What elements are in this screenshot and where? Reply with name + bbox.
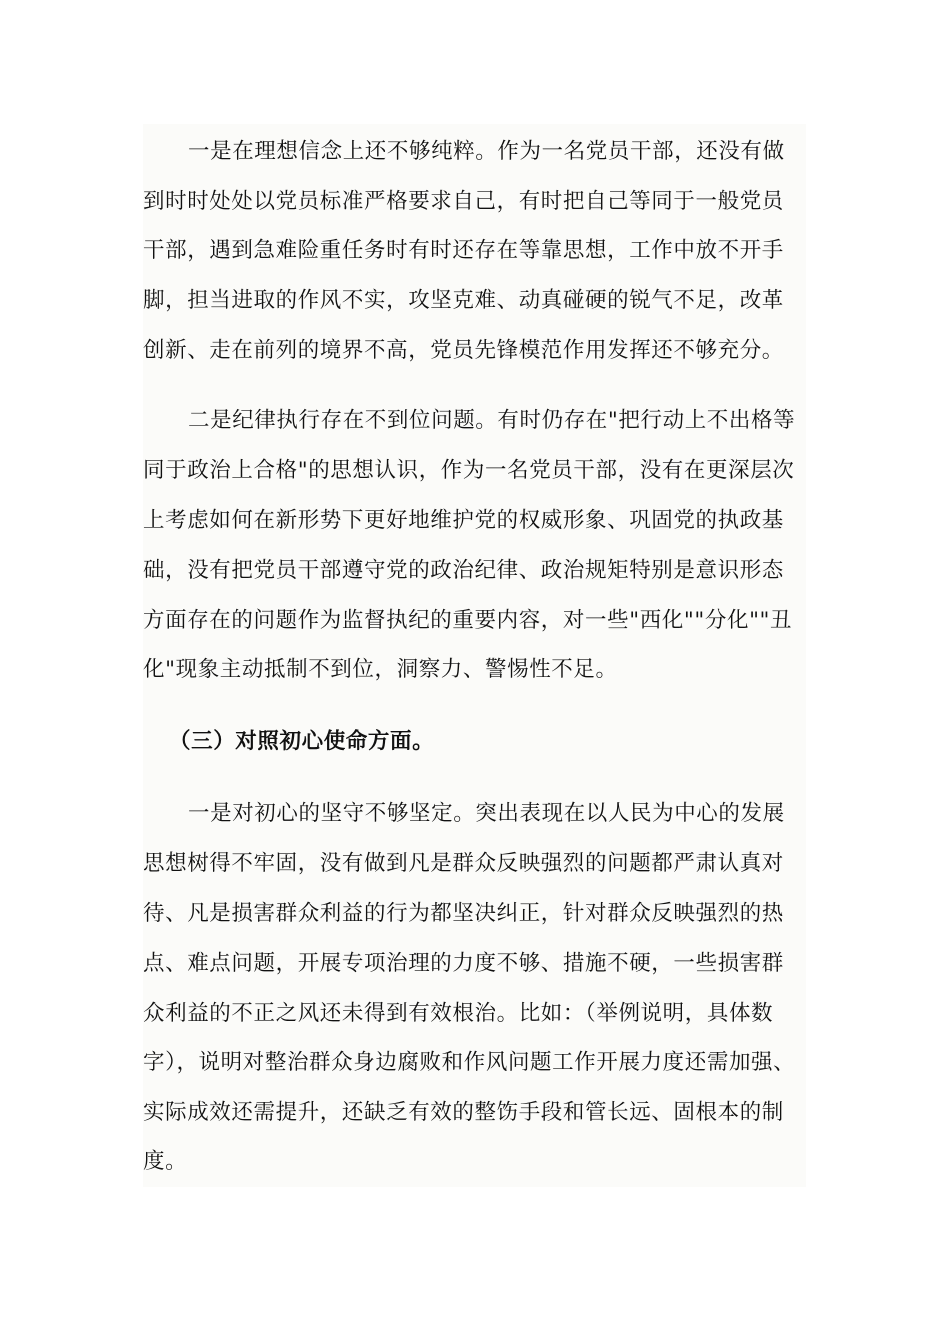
paragraph-3-line-2: 思想树得不牢固，没有做到凡是群众反映强烈的问题都严肃认真对	[143, 851, 784, 876]
paragraph-2-line-1: 二是纪律执行存在不到位问题。有时仍存在"把行动上不出格等	[188, 408, 796, 433]
paragraph-1-line-4: 脚，担当进取的作风不实，攻坚克难、动真碰硬的锐气不足，改革	[143, 288, 784, 313]
paragraph-2-line-2: 同于政治上合格"的思想认识，作为一名党员干部，没有在更深层次	[143, 458, 795, 483]
paragraph-3-line-5: 众利益的不正之风还未得到有效根治。比如：（举例说明，具体数	[143, 1001, 774, 1026]
paragraph-3-line-6: 字），说明对整治群众身边腐败和作风问题工作开展力度还需加强、	[143, 1050, 796, 1075]
paragraph-3-line-7: 实际成效还需提升，还缺乏有效的整饬手段和管长远、固根本的制	[143, 1100, 784, 1125]
paragraph-1-line-5: 创新、走在前列的境界不高，党员先锋模范作用发挥还不够充分。	[143, 338, 784, 363]
paragraph-2-line-4: 础，没有把党员干部遵守党的政治纪律、政治规矩特别是意识形态	[143, 558, 784, 583]
paragraph-2-line-6: 化"现象主动抵制不到位，洞察力、警惕性不足。	[143, 657, 618, 682]
section-heading: （三）对照初心使命方面。	[169, 729, 435, 754]
paragraph-1-line-1: 一是在理想信念上还不够纯粹。作为一名党员干部，还没有做	[188, 139, 785, 164]
paragraph-2-line-3: 上考虑如何在新形势下更好地维护党的权威形象、巩固党的执政基	[143, 508, 784, 533]
paragraph-3-line-4: 点、难点问题，开展专项治理的力度不够、措施不硬，一些损害群	[143, 951, 784, 976]
paragraph-3-line-3: 待、凡是损害群众利益的行为都坚决纠正，针对群众反映强烈的热	[143, 901, 784, 926]
paragraph-3-line-1: 一是对初心的坚守不够坚定。突出表现在以人民为中心的发展	[188, 801, 785, 826]
paragraph-2-line-5: 方面存在的问题作为监督执纪的重要内容，对一些"西化""分化""丑	[143, 608, 793, 633]
paragraph-1-line-3: 干部，遇到急难险重任务时有时还存在等靠思想，工作中放不开手	[143, 238, 784, 263]
paragraph-3-line-8: 度。	[143, 1149, 188, 1174]
document-body	[143, 124, 806, 1187]
paragraph-1-line-2: 到时时处处以党员标准严格要求自己，有时把自己等同于一般党员	[143, 189, 784, 214]
